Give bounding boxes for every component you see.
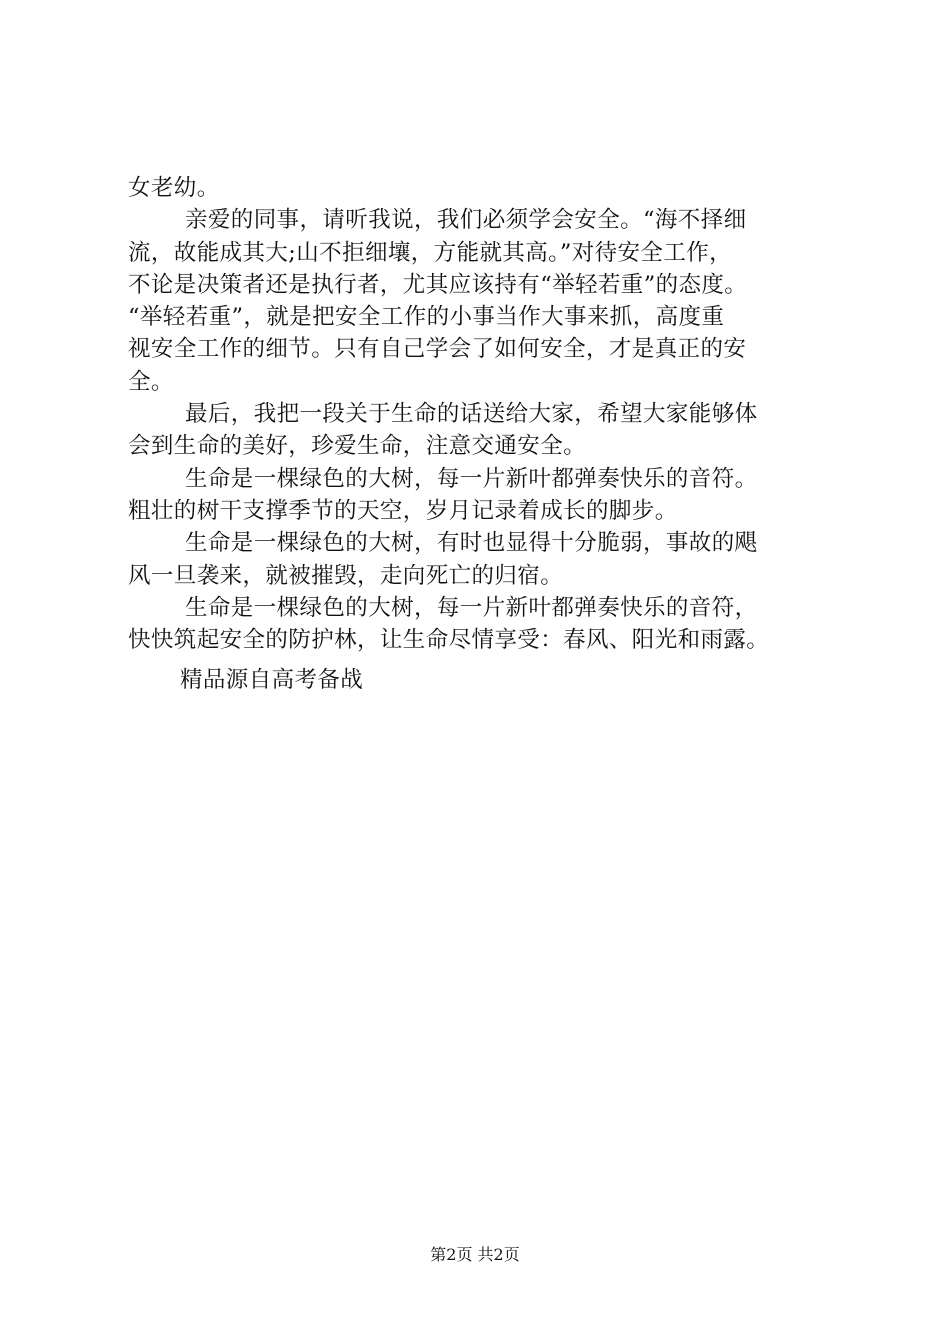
text-line: 快快筑起安全的防护林，让生命尽情享受：春风、阳光和雨露。 bbox=[128, 627, 770, 654]
text-line: 生命是一棵绿色的大树，每一片新叶都弹奏快乐的音符， bbox=[185, 594, 758, 621]
text-line: 亲爱的同事，请听我说，我们必须学会安全。“海不择细 bbox=[185, 207, 747, 234]
text-line: 风一旦袭来，就被摧毁，走向死亡的归宿。 bbox=[128, 562, 564, 589]
text-line: 生命是一棵绿色的大树，每一片新叶都弹奏快乐的音符。 bbox=[185, 465, 758, 492]
text-line: 不论是决策者还是执行者，尤其应该持有“举轻若重”的态度。 bbox=[128, 271, 748, 298]
text-line: 生命是一棵绿色的大树，有时也显得十分脆弱，事故的飓 bbox=[185, 530, 758, 557]
text-line: 全。 bbox=[128, 368, 174, 395]
text-line: 会到生命的美好，珍爱生命，注意交通安全。 bbox=[128, 433, 587, 460]
footer-note: 精品源自高考备战 bbox=[180, 667, 364, 693]
text-line: 流，故能成其大;山不拒细壤，方能就其高。”对待安全工作， bbox=[128, 239, 733, 266]
text-line: 粗壮的树干支撑季节的天空，岁月记录着成长的脚步。 bbox=[128, 497, 678, 524]
text-line: 女老幼。 bbox=[128, 175, 220, 201]
text-line: “举轻若重”，就是把安全工作的小事当作大事来抓，高度重 bbox=[128, 304, 725, 331]
text-line: 最后，我把一段关于生命的话送给大家，希望大家能够体 bbox=[185, 401, 758, 428]
text-line: 视安全工作的细节。只有自己学会了如何安全，才是真正的安 bbox=[128, 336, 747, 363]
page-number: 第2页 共2页 bbox=[430, 1245, 520, 1264]
body-text bbox=[128, 172, 848, 656]
